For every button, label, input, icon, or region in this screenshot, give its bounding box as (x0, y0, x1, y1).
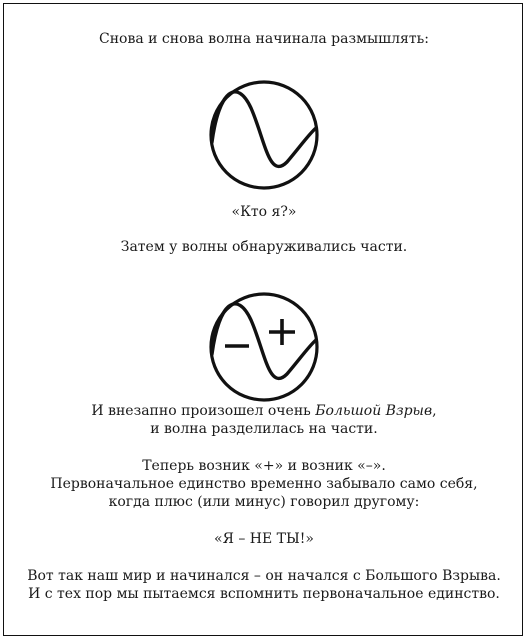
sine-wave-plus-minus-icon (207, 290, 321, 404)
big-bang-line (0, 402, 528, 420)
big-bang-italic: Большой Взрыв (315, 403, 433, 419)
wave-signs-figure (0, 290, 528, 404)
intro-line: Снова и снова волна начинала размышлять: (99, 31, 429, 47)
wave-circle-figure (0, 78, 528, 192)
sine-wave-path (212, 304, 316, 379)
big-bang-suffix: , (432, 403, 437, 419)
question-line: «Кто я?» (231, 204, 297, 220)
forgot-line: Первоначальное единство временно забывало само себя, (50, 476, 478, 492)
plus-told-line: когда плюс (или минус) говорил другому: (108, 494, 420, 510)
plus-minus-line: Теперь возник «+» и возник «–». (142, 458, 386, 474)
quote-line: «Я – НЕ ТЫ!» (214, 531, 314, 547)
sine-wave-path (212, 92, 316, 167)
split-line: и волна разделилась на части. (150, 421, 378, 437)
parts-appear-line: Затем у волны обнаруживались части. (120, 239, 408, 255)
remember-line: И с тех пор мы пытаемся вспомнить первоначальное единство. (28, 586, 500, 602)
big-bang-prefix: И внезапно произошел очень (91, 403, 316, 419)
world-began-line: Вот так наш мир и начинался – он начался с Большого Взрыва. (27, 568, 501, 584)
sine-wave-in-circle-icon (207, 78, 321, 192)
